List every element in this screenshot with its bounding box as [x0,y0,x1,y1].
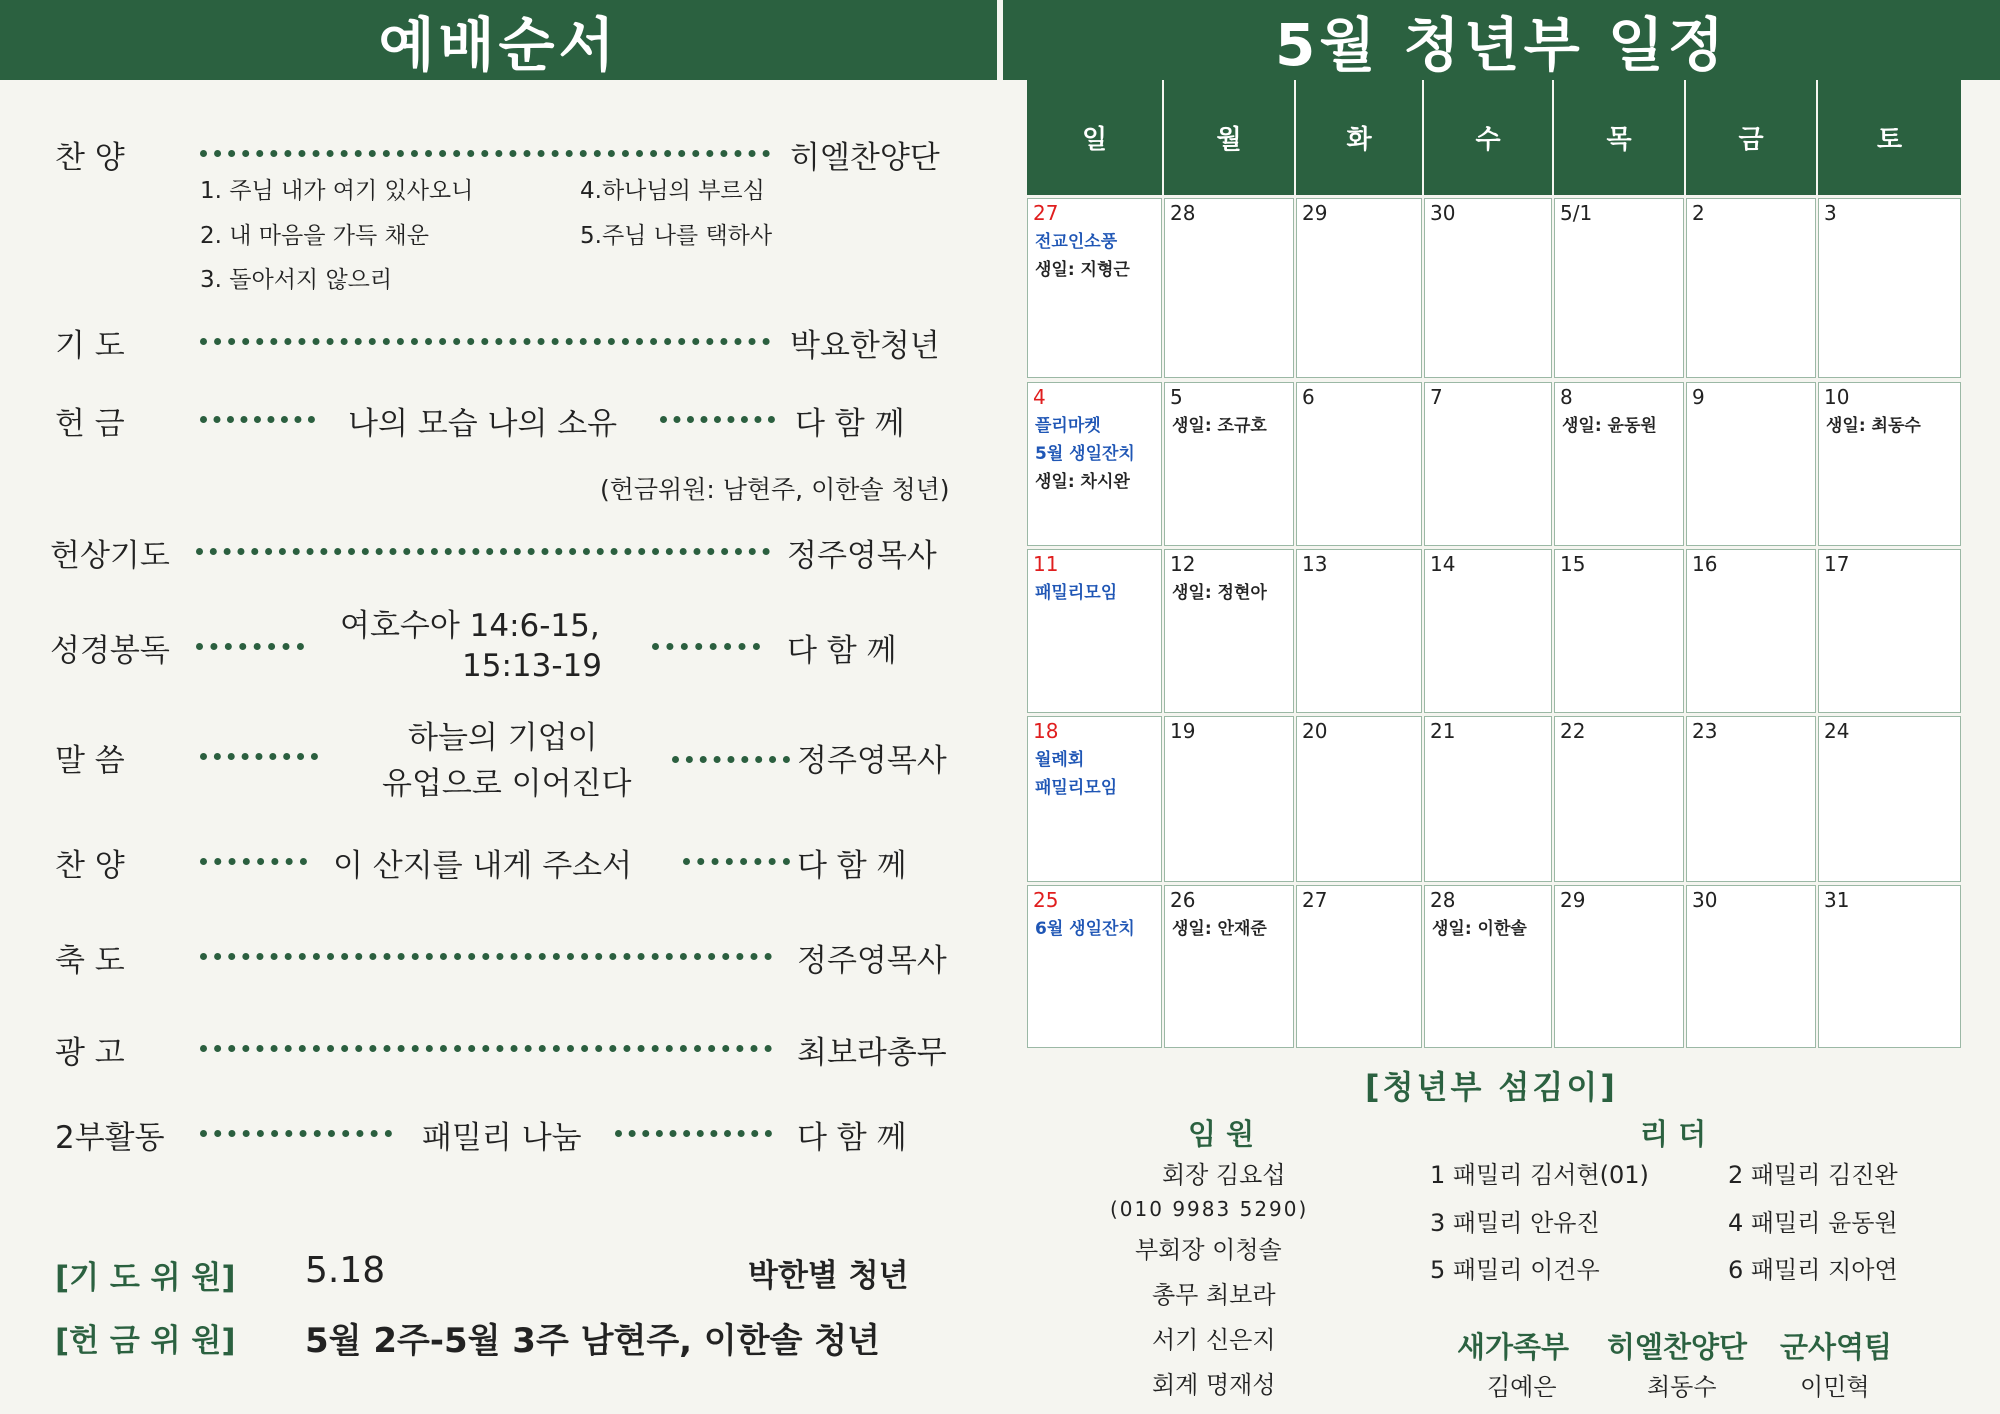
calendar-day-cell [1164,382,1294,546]
dotted-leader [652,643,760,650]
day-number: 23 [1692,719,1718,743]
order-middle: 여호수아 14:6-15, [340,608,600,644]
day-number: 28 [1170,201,1196,225]
team-person: 최동수 [1647,1373,1717,1401]
calendar-day-cell [1027,198,1162,378]
order-value: 다 함 께 [797,1120,907,1156]
order-label: 찬 양 [55,140,125,176]
order-middle: 이 산지를 내게 주소서 [333,848,633,884]
dotted-leader [615,1130,772,1137]
song-item: 3. 돌아서지 않으리 [200,267,393,293]
leader: 5 패밀리 이건우 [1430,1256,1600,1284]
birthday-label: 생일: 차시완 [1035,472,1130,492]
officer: 회장 김요섭 [1162,1161,1286,1189]
offering-note: (헌금위원: 남현주, 이한솔 청년) [600,475,950,504]
birthday-label: 생일: 안재준 [1172,919,1267,939]
leader: 4 패밀리 윤동원 [1728,1209,1898,1237]
calendar-day-cell [1818,549,1961,713]
calendar-day-cell [1164,198,1294,378]
calendar-day-cell [1424,382,1552,546]
day-number: 30 [1430,201,1456,225]
day-header: 금 [1686,80,1816,195]
prayer-name: 박한별 청년 [748,1258,909,1294]
event-label: 전교인소풍 [1035,232,1118,252]
song-item: 4.하나님의 부르심 [580,178,765,204]
leaders-title: 리 더 [1640,1117,1707,1151]
calendar-day-cell [1027,382,1162,546]
calendar-day-cell [1818,198,1961,378]
team-name: 새가족부 [1457,1330,1570,1364]
calendar-day-cell [1818,716,1961,882]
calendar-day-cell [1686,382,1816,546]
day-number: 12 [1170,552,1196,576]
event-label: 패밀리모임 [1035,778,1118,798]
leader: 6 패밀리 지아연 [1728,1256,1898,1284]
day-number: 27 [1302,888,1328,912]
officer: 회계 명재성 [1152,1371,1276,1399]
day-header: 수 [1424,80,1552,195]
order-value: 다 함 께 [795,406,905,442]
day-number: 16 [1692,552,1718,576]
day-number: 7 [1430,385,1443,409]
leader: 3 패밀리 안유진 [1430,1209,1600,1237]
order-value: 박요한청년 [790,328,940,364]
calendar-day-cell [1686,885,1816,1048]
day-number: 11 [1033,552,1059,576]
day-header: 토 [1818,80,1961,195]
calendar-day-cell [1686,716,1816,882]
day-header: 화 [1296,80,1422,195]
leader: 2 패밀리 김진완 [1728,1161,1898,1189]
day-number: 2 [1692,201,1705,225]
dotted-leader [200,858,307,865]
calendar-day-cell [1164,716,1294,882]
dotted-leader [196,643,304,650]
birthday-label: 생일: 지형근 [1035,260,1130,280]
order-label: 2부활동 [55,1120,165,1156]
order-label: 축 도 [55,943,125,979]
birthday-label: 생일: 조규호 [1172,416,1267,436]
calendar-day-cell [1164,885,1294,1048]
order-value: 히엘찬양단 [790,140,940,176]
calendar-day-cell [1296,198,1422,378]
day-number: 13 [1302,552,1328,576]
calendar-day-cell [1686,549,1816,713]
order-label: 헌상기도 [50,538,170,574]
team-name: 군사역팀 [1780,1330,1893,1364]
day-number: 5/1 [1560,201,1593,225]
birthday-label: 생일: 이한솔 [1432,919,1527,939]
day-number: 28 [1430,888,1456,912]
officer-phone: (010 9983 5290) [1110,1197,1309,1221]
day-number: 9 [1692,385,1705,409]
calendar-day-cell [1818,885,1961,1048]
day-number: 10 [1824,385,1850,409]
calendar-day-cell [1686,198,1816,378]
calendar-day-cell [1027,885,1162,1048]
day-number: 4 [1033,385,1046,409]
day-number: 22 [1560,719,1586,743]
staff-title: [청년부 섬김이] [1365,1068,1618,1106]
day-number: 25 [1033,888,1059,912]
event-label: 패밀리모임 [1035,583,1118,603]
day-number: 8 [1560,385,1573,409]
day-number: 29 [1560,888,1586,912]
event-label: 플리마켓 [1035,416,1101,436]
day-number: 20 [1302,719,1328,743]
dotted-leader [660,416,775,423]
prayer-date: 5.18 [305,1250,386,1291]
order-middle: 유업으로 이어진다 [382,766,632,802]
calendar-day-cell [1554,198,1684,378]
dotted-leader [200,338,770,345]
calendar-day-cell [1164,549,1294,713]
day-number: 31 [1824,888,1850,912]
dotted-leader [200,753,318,760]
song-item: 2. 내 마음을 가득 채운 [200,223,429,249]
schedule-title: 5월 청년부 일정 [1003,0,2000,80]
team-person: 김예은 [1487,1373,1557,1401]
day-number: 17 [1824,552,1850,576]
event-label: 6월 생일잔치 [1035,919,1135,939]
dotted-leader [196,548,770,555]
dotted-leader [200,1130,392,1137]
day-number: 14 [1430,552,1456,576]
calendar-day-cell [1554,549,1684,713]
officer: 총무 최보라 [1152,1281,1276,1309]
day-number: 19 [1170,719,1196,743]
order-label: 광 고 [55,1035,125,1071]
dotted-leader [200,150,770,157]
order-label: 말 씀 [55,743,125,779]
dotted-leader [683,858,790,865]
dotted-leader [200,953,772,960]
day-number: 30 [1692,888,1718,912]
calendar-day-cell [1296,885,1422,1048]
order-middle: 하늘의 기업이 [408,720,598,756]
calendar-day-cell [1424,885,1552,1048]
event-label: 월례회 [1035,750,1085,770]
day-number: 21 [1430,719,1456,743]
order-value: 정주영목사 [797,943,947,979]
calendar-day-cell [1296,382,1422,546]
order-middle: 나의 모습 나의 소유 [348,406,618,442]
order-label: 찬 양 [55,848,125,884]
prayer-committee-label: [기 도 위 원] [55,1260,236,1296]
day-header: 일 [1027,80,1162,195]
order-label: 기 도 [55,328,125,364]
calendar-day-cell [1424,549,1552,713]
officer: 서기 신은지 [1152,1326,1276,1354]
event-label: 5월 생일잔치 [1035,444,1135,464]
day-number: 18 [1033,719,1059,743]
day-header: 목 [1554,80,1684,195]
calendar-day-cell [1027,716,1162,882]
day-number: 15 [1560,552,1586,576]
day-number: 24 [1824,719,1850,743]
order-label: 성경봉독 [50,633,170,669]
order-value: 다 함 께 [787,633,897,669]
calendar-day-cell [1554,382,1684,546]
order-label: 헌 금 [55,406,125,442]
order-value: 최보라총무 [797,1035,947,1071]
team-name: 히엘찬양단 [1607,1330,1748,1364]
order-value: 정주영목사 [787,538,937,574]
calendar-day-cell [1027,549,1162,713]
birthday-label: 생일: 정현아 [1172,583,1267,603]
song-item: 1. 주님 내가 여기 있사오니 [200,178,474,204]
worship-order-title: 예배순서 [0,0,997,80]
calendar-day-cell [1554,885,1684,1048]
offering-committee-text: 5월 2주-5월 3주 남현주, 이한솔 청년 [305,1321,880,1361]
day-number: 26 [1170,888,1196,912]
dotted-leader [200,1045,772,1052]
dotted-leader [672,756,790,763]
calendar-day-cell [1818,382,1961,546]
dotted-leader [200,416,315,423]
order-value: 정주영목사 [797,743,947,779]
birthday-label: 생일: 최동수 [1826,416,1921,436]
calendar-day-cell [1554,716,1684,882]
song-item: 5.주님 나를 택하사 [580,223,773,249]
day-number: 5 [1170,385,1183,409]
birthday-label: 생일: 윤동원 [1562,416,1657,436]
officers-title: 임 원 [1188,1117,1255,1151]
team-person: 이민혁 [1800,1373,1870,1401]
day-number: 6 [1302,385,1315,409]
day-number: 27 [1033,201,1059,225]
officer: 부회장 이청솔 [1135,1236,1282,1264]
day-header: 월 [1164,80,1294,195]
offering-committee-label: [헌 금 위 원] [55,1323,236,1359]
calendar-day-cell [1424,198,1552,378]
order-value: 다 함 께 [797,848,907,884]
order-middle: 패밀리 나눔 [422,1120,582,1156]
calendar-day-cell [1296,549,1422,713]
order-middle: 15:13-19 [462,648,602,684]
leader: 1 패밀리 김서현(01) [1430,1161,1649,1189]
calendar-day-cell [1424,716,1552,882]
calendar-day-cell [1296,716,1422,882]
day-number: 29 [1302,201,1328,225]
day-number: 3 [1824,201,1837,225]
